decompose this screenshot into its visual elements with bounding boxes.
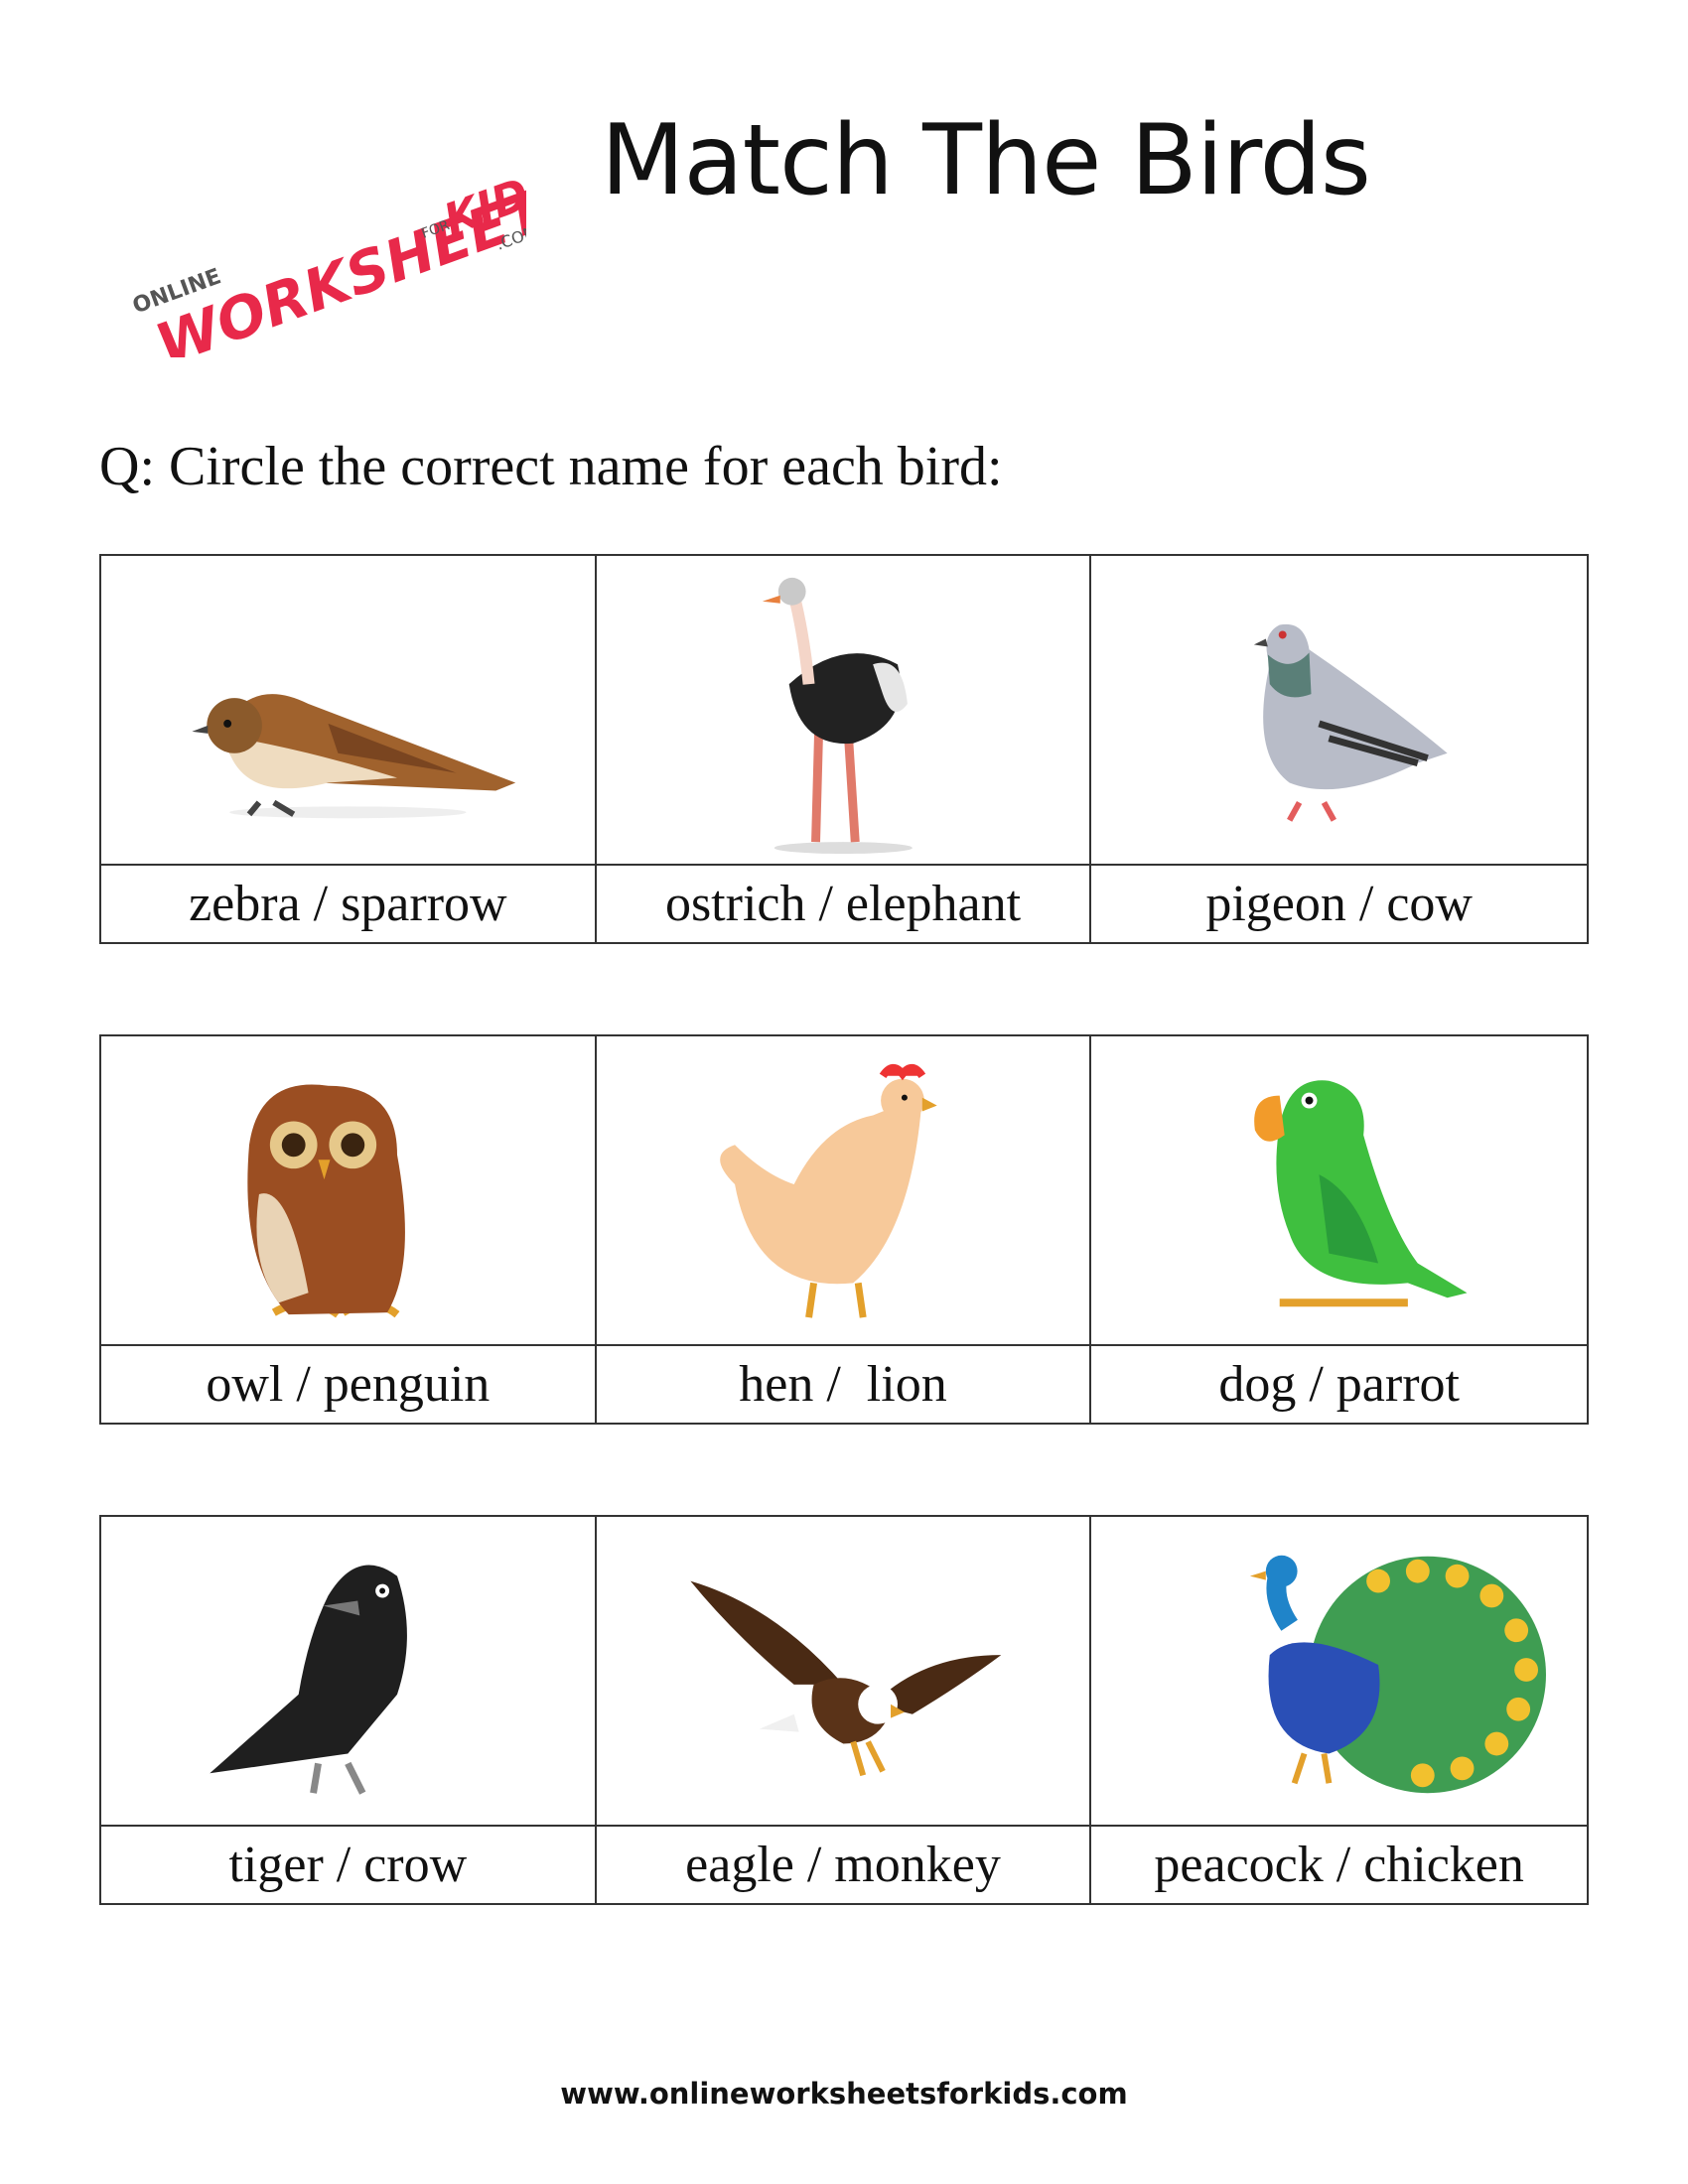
bird-image-cell [597, 1036, 1092, 1346]
page-title: Match The Birds [601, 104, 1370, 217]
bird-image-cell [1091, 1036, 1587, 1346]
ostrich-icon [597, 556, 1090, 864]
pigeon-icon [1091, 556, 1587, 864]
bird-row-2 [99, 1034, 1589, 1425]
bird-row-3 [99, 1515, 1589, 1905]
bird-image-cell [1091, 556, 1587, 866]
answer-options[interactable]: ostrich / elephant [597, 866, 1092, 942]
answer-options[interactable]: dog / parrot [1218, 1356, 1460, 1413]
answer-options[interactable]: eagle / monkey [597, 1827, 1092, 1903]
footer-url[interactable]: www.onlineworksheetsforkids.com [560, 2077, 1128, 2111]
peacock-icon [1091, 1517, 1587, 1825]
parrot-icon [1091, 1036, 1587, 1344]
bird-row-1 [99, 554, 1589, 944]
bird-image-cell [101, 1036, 597, 1346]
answer-options[interactable]: hen / lion [597, 1346, 1092, 1423]
eagle-icon [597, 1517, 1090, 1825]
logo-online-text: ONLINE [129, 264, 225, 320]
bird-image-cell [101, 556, 597, 866]
bird-image-cell [597, 1517, 1092, 1827]
hen-icon [597, 1036, 1090, 1344]
answer-options[interactable]: pigeon / cow [1205, 876, 1473, 932]
bird-image-cell [1091, 1517, 1587, 1827]
logo-com-text: .COM [492, 221, 526, 254]
owl-icon [101, 1036, 595, 1344]
logo-worksheets-text: WORKSHEETS [147, 161, 526, 357]
bird-image-cell [597, 556, 1092, 866]
answer-options[interactable]: peacock / chicken [1154, 1837, 1524, 1893]
question-text: Q: Circle the correct name for each bird: [99, 436, 1003, 497]
logo-kids-text: KIDS [437, 158, 526, 246]
answer-options[interactable]: tiger / crow [101, 1827, 597, 1903]
crow-icon [101, 1517, 595, 1825]
site-logo [99, 109, 526, 357]
answer-options[interactable]: owl / penguin [101, 1346, 597, 1423]
sparrow-icon [101, 556, 595, 864]
logo-for-text: FOR [419, 217, 452, 242]
answer-options[interactable]: zebra / sparrow [101, 866, 597, 942]
bird-image-cell [101, 1517, 597, 1827]
